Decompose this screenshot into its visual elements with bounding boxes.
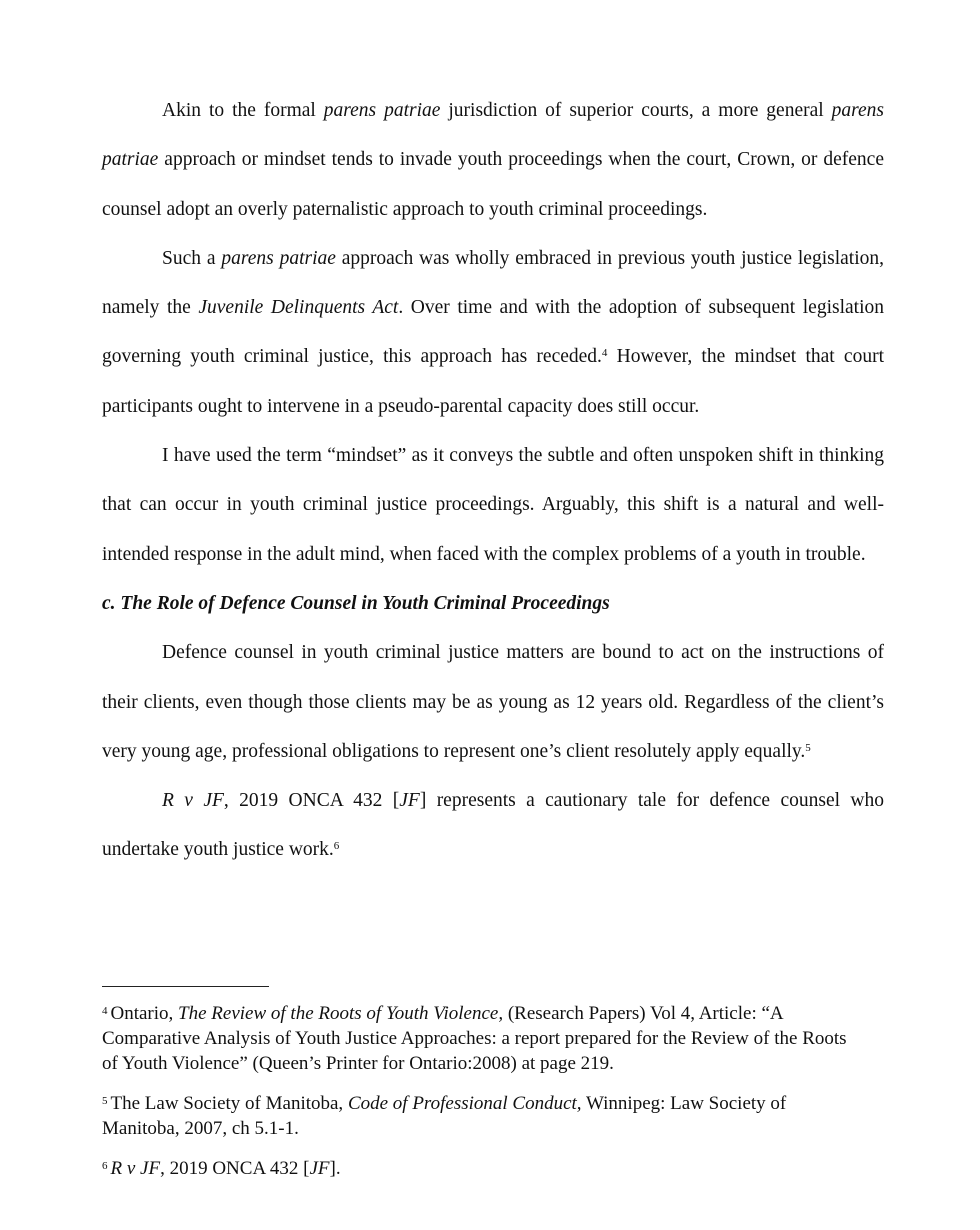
p2-text-3: . Over time and with the adoption of subsequent legislation governing youth criminal justice, this approach has receded. (102, 297, 884, 368)
p5-text-2: ] represents a cautionary tale for defence counsel who undertake youth justice work. (102, 790, 885, 861)
p2-text-4: However, the mindset that court participants ought to intervene in a pseudo-parental capacity does still occur. (102, 346, 884, 417)
p1-italic-2: parens patriae (102, 100, 884, 171)
footnote-ref-5[interactable]: 5 (805, 741, 811, 754)
footnote-6 (102, 1156, 862, 1181)
footnote-italic: Code of Professional Conduct, (347, 1093, 582, 1114)
footnote-text: ]. (329, 1158, 341, 1179)
footnote-number: 5 (102, 1095, 108, 1107)
paragraph-1 (102, 86, 884, 234)
p2-italic-1: parens patriae (221, 247, 336, 269)
p1-italic-1: parens patriae (323, 100, 441, 121)
footnote-4 (102, 1001, 862, 1076)
footnote-italic: JF (309, 1158, 330, 1179)
p3-text-1: I have used the term “mindset” as it conveys the subtle and often unspoken shift in thinking that can occur in youth criminal justice proceedings. Arguably, this shift is a natural and well-intended response in the adult mind, when faced with the complex problems of a youth in trouble. (102, 445, 884, 565)
p1-text-3: approach or mindset tends to invade youth proceedings when the court, Crown, or defence counsel adopt an overly paternalistic approach to youth criminal proceedings. (102, 149, 884, 220)
p5-italic-2: JF (399, 790, 420, 812)
p5-italic-1: R v JF (162, 790, 224, 812)
footnote-text: (Research Papers) Vol 4, Article: “A Comparative Analysis of Youth Justice Approaches: a report prepared for the Review of the Roots of Youth Violence” (Queen’s Printer for Ontario:2008) at page 219. (102, 1003, 847, 1074)
p2-text-1: Such a (162, 247, 222, 269)
footnote-ref-4[interactable]: 4 (601, 347, 608, 360)
footnote-text: The Law Society of Manitoba, (110, 1093, 348, 1114)
footnote-italic: The Review of the Roots of Youth Violence, (178, 1003, 504, 1024)
p4-text-1: Defence counsel in youth criminal justice matters are bound to act on the instructions of their clients, even though those clients may be as young as 12 years old. Regardless of the client’s very young age, professional obligations to represent one’s client resolutely apply equally. (102, 642, 884, 762)
footnote-text: , 2019 ONCA 432 [ (160, 1158, 310, 1179)
footnote-separator (102, 986, 269, 987)
p5-text-1: , 2019 ONCA 432 [ (223, 790, 400, 812)
paragraph-2 (102, 234, 884, 431)
footnote-5 (102, 1091, 862, 1141)
footnote-number: 6 (102, 1160, 108, 1172)
p1-text-1: Akin to the formal (162, 100, 324, 121)
p2-text-2: approach was wholly embraced in previous youth justice legislation, namely the (102, 247, 885, 319)
footnote-text: Winnipeg: Law Society of Manitoba, 2007, ch 5.1-1. (102, 1093, 787, 1139)
paragraph-3 (102, 431, 884, 579)
footnotes (102, 1001, 862, 1196)
p1-text-2: jurisdiction of superior courts, a more general (440, 100, 832, 121)
body-text (102, 86, 884, 875)
footnote-ref-6[interactable]: 6 (333, 840, 340, 853)
section-heading: c. The Role of Defence Counsel in Youth Criminal Proceedings (102, 592, 610, 614)
footnote-text: Ontario, (110, 1003, 179, 1024)
footnote-number: 4 (102, 1005, 108, 1017)
paragraph-5 (102, 776, 884, 875)
footnote-italic: R v JF (110, 1158, 161, 1179)
paragraph-4 (102, 628, 884, 776)
p2-italic-2: Juvenile Delinquents Act (198, 297, 399, 319)
